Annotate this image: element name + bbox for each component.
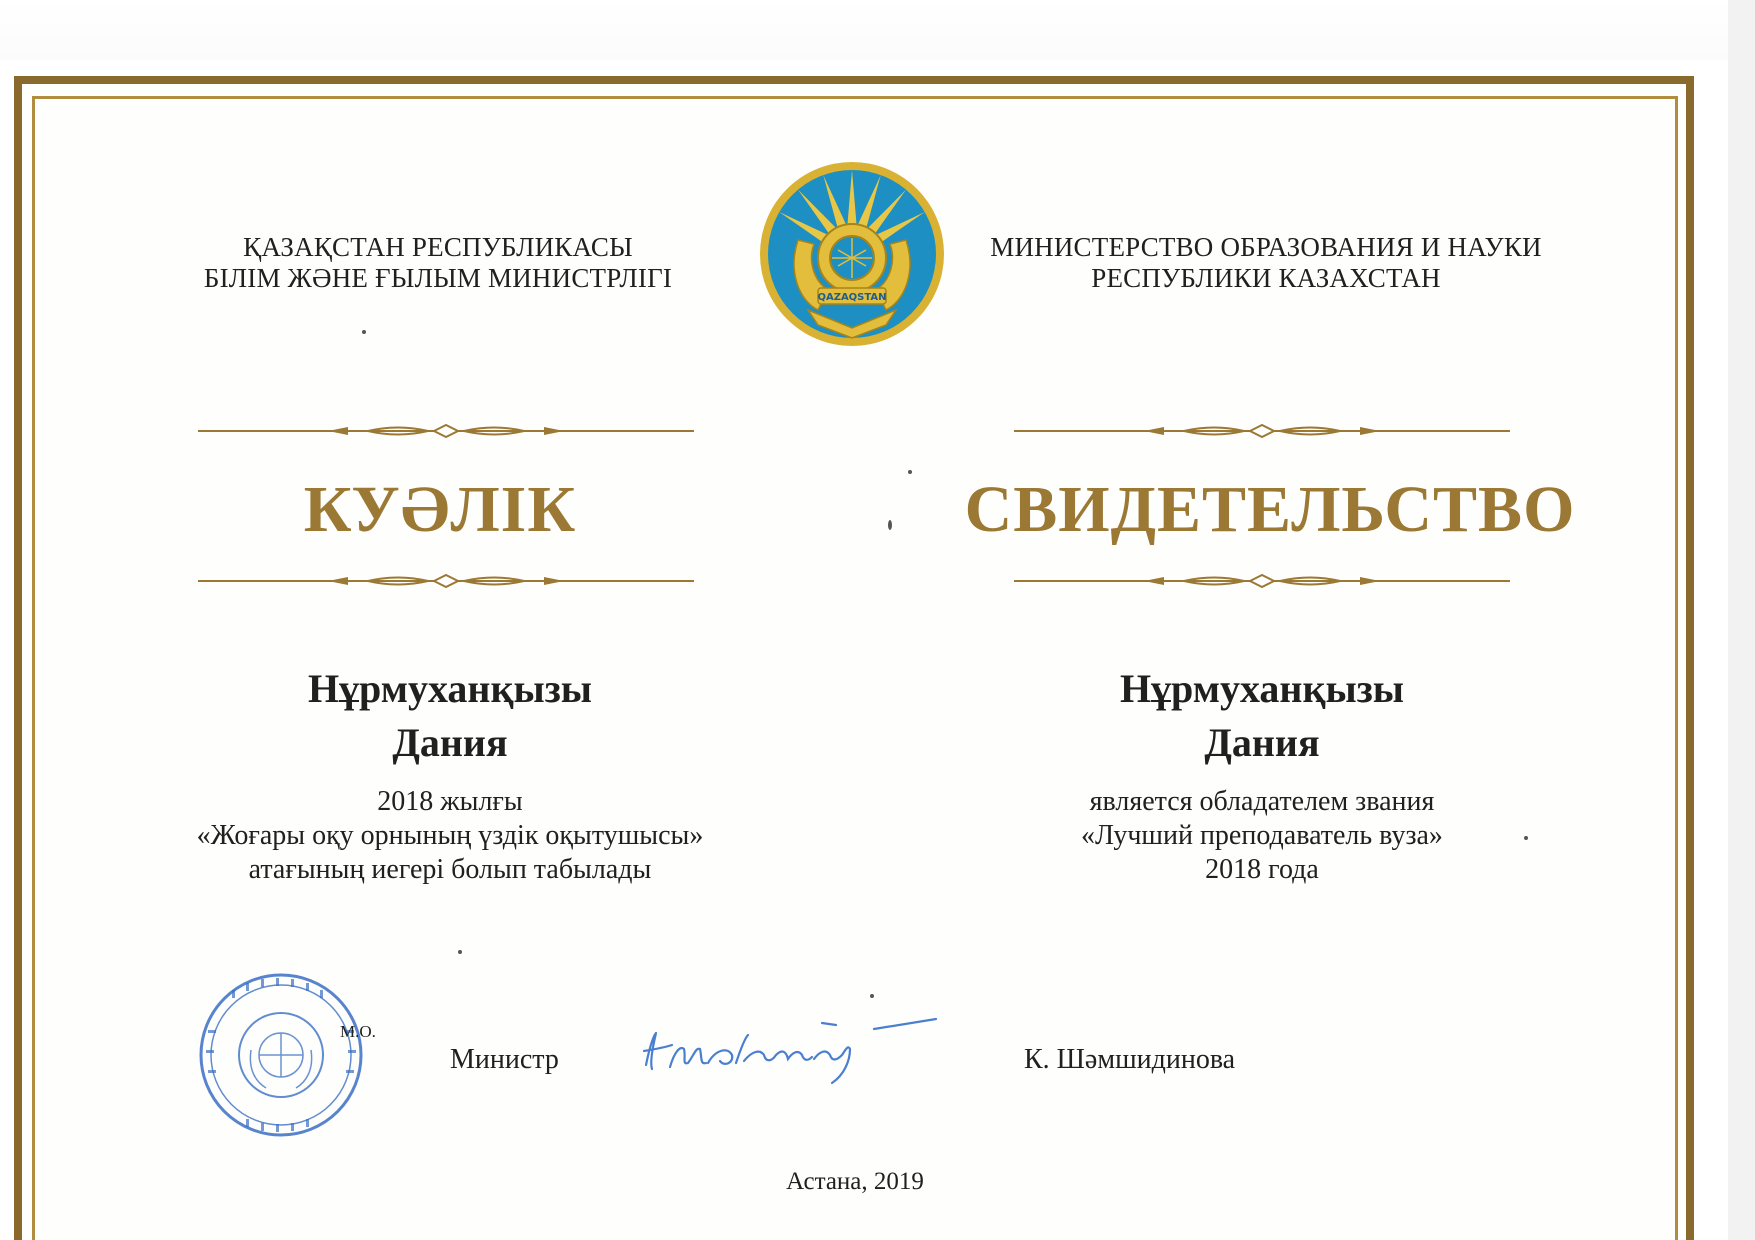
ministry-header-ru <box>972 232 1560 294</box>
scan-speck <box>908 470 912 474</box>
ministry-header-kz-line2: БІЛІМ ЖӘНЕ ҒЫЛЫМ МИНИСТРЛІГІ <box>203 263 673 293</box>
minister-label: Министр <box>450 1044 559 1075</box>
place-and-date: Астана, 2019 <box>786 1168 924 1195</box>
certificate-title-kz: КУӘЛІК <box>303 473 577 546</box>
ministry-seal-icon <box>196 970 366 1140</box>
decorative-divider <box>1014 574 1510 588</box>
scan-speck <box>362 330 366 334</box>
scan-speck <box>888 520 892 530</box>
certificate-title-ru: СВИДЕТЕЛЬСТВО <box>964 473 1576 546</box>
minister-name: К. Шәмшидинова <box>1024 1044 1236 1075</box>
recipient-name-ru <box>1012 662 1512 770</box>
award-text-ru <box>962 785 1562 887</box>
award-text-ru-line1: является обладателем звания <box>1089 786 1435 817</box>
award-text-kz-line1: 2018 жылғы <box>377 786 523 817</box>
award-text-ru-line2: «Лучший преподаватель вуза» <box>1081 820 1443 851</box>
recipient-given-name: Дания <box>1204 720 1320 765</box>
award-text-kz-line3: атағының иегері болып табылады <box>248 854 652 885</box>
ministry-header-kz <box>188 232 688 294</box>
decorative-divider <box>1014 424 1510 438</box>
kazakhstan-emblem-icon <box>758 160 946 348</box>
award-text-ru-line3: 2018 года <box>1205 854 1319 885</box>
ministry-header-ru-line2: РЕСПУБЛИКИ КАЗАХСТАН <box>1091 263 1441 293</box>
ministry-header-kz-line1: ҚАЗАҚСТАН РЕСПУБЛИКАСЫ <box>243 232 633 262</box>
award-text-kz <box>100 785 800 887</box>
decorative-divider <box>198 574 694 588</box>
scan-edge <box>1728 0 1755 1240</box>
scan-speck <box>870 994 874 998</box>
recipient-surname: Нұрмуханқызы <box>1119 666 1405 711</box>
decorative-divider <box>198 424 694 438</box>
emblem-text: QAZAQSTAN <box>817 292 887 303</box>
ministry-header-ru-line1: МИНИСТЕРСТВО ОБРАЗОВАНИЯ И НАУКИ <box>990 232 1542 262</box>
scan-margin <box>0 0 1755 60</box>
scan-speck <box>1524 836 1528 840</box>
scan-speck <box>458 950 462 954</box>
recipient-given-name: Дания <box>392 720 508 765</box>
recipient-name-kz <box>200 662 700 770</box>
recipient-surname: Нұрмуханқызы <box>307 666 593 711</box>
seal-place-mark: М.О. <box>340 1022 376 1041</box>
signature-icon <box>636 1005 956 1095</box>
award-text-kz-line2: «Жоғары оқу орнының үздік оқытушысы» <box>196 820 704 851</box>
